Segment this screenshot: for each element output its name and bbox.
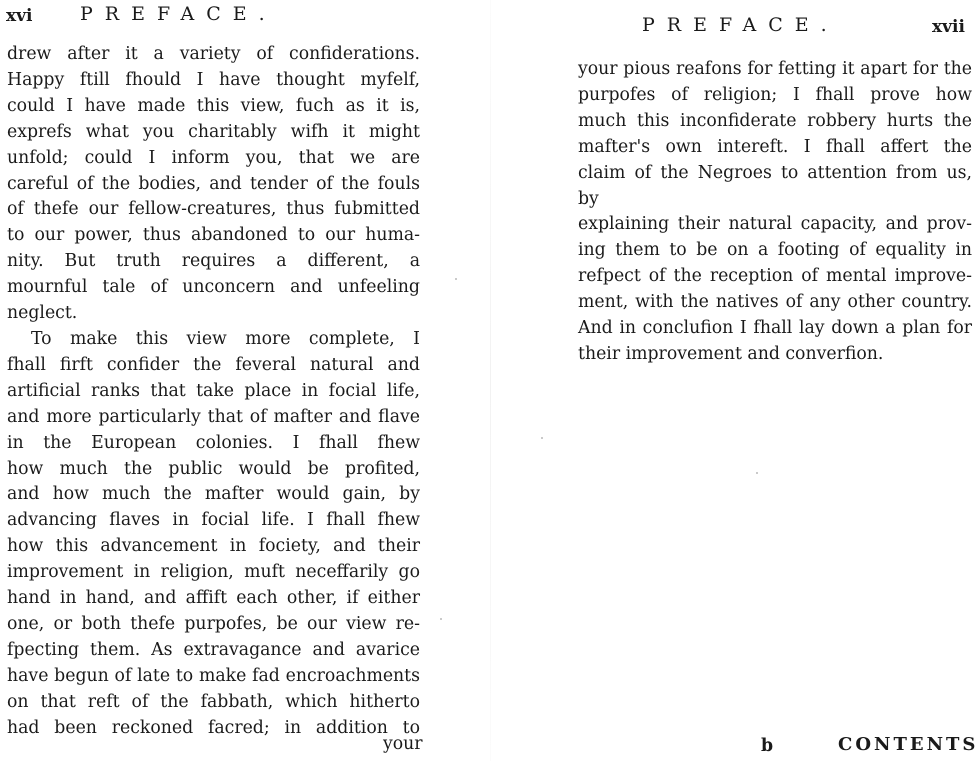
left-folio: xvi [6, 6, 33, 26]
right-text-block [578, 57, 972, 368]
paragraph-line: refpect of the reception of mental improve- [578, 266, 972, 287]
page-gutter [490, 0, 491, 761]
paragraph-2-line: had been reckoned facred; in addition to [7, 717, 420, 738]
paragraph-1-line: drew after it a variety of confiderations. [7, 44, 420, 64]
right-catchword: CONTENTS [838, 734, 979, 755]
paragraph-2-line: how much the public would be profited, [7, 458, 420, 479]
scan-speck [455, 278, 457, 280]
paragraph-1-line: careful of the bodies, and tender of the fouls [7, 173, 420, 194]
paragraph-2-line: on that reft of the fabbath, which hitherto [7, 691, 420, 712]
paragraph-line: purpofes of religion; I fhall prove how [578, 84, 972, 105]
paragraph-line: your pious reafons for fetting it apart for the [578, 59, 972, 79]
paragraph-1-line: Happy ftill fhould I have thought myfelf, [7, 69, 420, 90]
left-catchword: your [383, 734, 423, 754]
paragraph-2-line: and more particularly that of mafter and flave [7, 406, 420, 427]
right-running-head: PREFACE. [642, 14, 839, 36]
left-text-block [7, 42, 420, 741]
paragraph-line: much this inconfiderate robbery hurts the [578, 110, 972, 131]
paragraph-2-line: in the European colonies. I fhall fhew [7, 432, 420, 453]
paragraph-1-line: unfold; could I inform you, that we are [7, 147, 420, 168]
paragraph-1-line: exprefs what you charitably wifh it might [7, 121, 420, 142]
left-running-head: PREFACE. [80, 3, 277, 25]
paragraph-1-line: to our power, thus abandoned to our huma- [7, 225, 420, 246]
paragraph-1-line: mournful tale of unconcern and unfeeling [7, 277, 420, 298]
signature-mark: b [761, 736, 774, 756]
paragraph-line: claim of the Negroes to attention from us, by [578, 162, 972, 209]
paragraph-line: mafter's own intereft. I fhall affert the [578, 136, 972, 157]
paragraph-2-line: fhall firft confider the feveral natural and [7, 354, 420, 375]
paragraph-2-line: fpecting them. As extravagance and avarice [7, 639, 420, 660]
paragraph-line: ing them to be on a footing of equality in [578, 240, 972, 261]
paragraph-2-line: and how much the mafter would gain, by [7, 484, 420, 505]
paragraph-2-line: one, or both thefe purpofes, be our view re- [7, 613, 420, 634]
paragraph-1-line: nity. But truth requires a different, a [7, 251, 420, 272]
paragraph-1-line: could I have made this view, fuch as it is, [7, 95, 420, 116]
scan-speck [440, 618, 442, 620]
right-page [570, 0, 980, 761]
paragraph-2-line: how this advancement in fociety, and their [7, 536, 420, 557]
left-page [0, 0, 430, 761]
scan-speck [756, 472, 758, 474]
paragraph-2-line: hand in hand, and affift each other, if either [7, 588, 420, 609]
right-folio: xvii [932, 17, 965, 37]
paragraph-2-line: improvement in religion, muft neceffarily go [7, 562, 420, 583]
paragraph-1-line: neglect. [7, 303, 78, 324]
paragraph-line: ment, with the natives of any other country. [578, 292, 972, 313]
paragraph-2-line: have begun of late to make fad encroachments [7, 665, 420, 686]
paragraph-2-line: advancing flaves in focial life. I fhall fhew [7, 510, 420, 531]
paragraph-2-line: To make this view more complete, I [31, 328, 420, 349]
scan-speck [541, 437, 543, 439]
paragraph-line: explaining their natural capacity, and prov- [578, 214, 972, 235]
paragraph-1-line: of thefe our fellow-creatures, thus fubmitted [7, 199, 420, 220]
paragraph-line: And in conclufion I fhall lay down a plan for [578, 318, 972, 339]
paragraph-2-line: artificial ranks that take place in focial life, [7, 380, 420, 401]
paragraph-line: their improvement and converfion. [578, 343, 884, 364]
